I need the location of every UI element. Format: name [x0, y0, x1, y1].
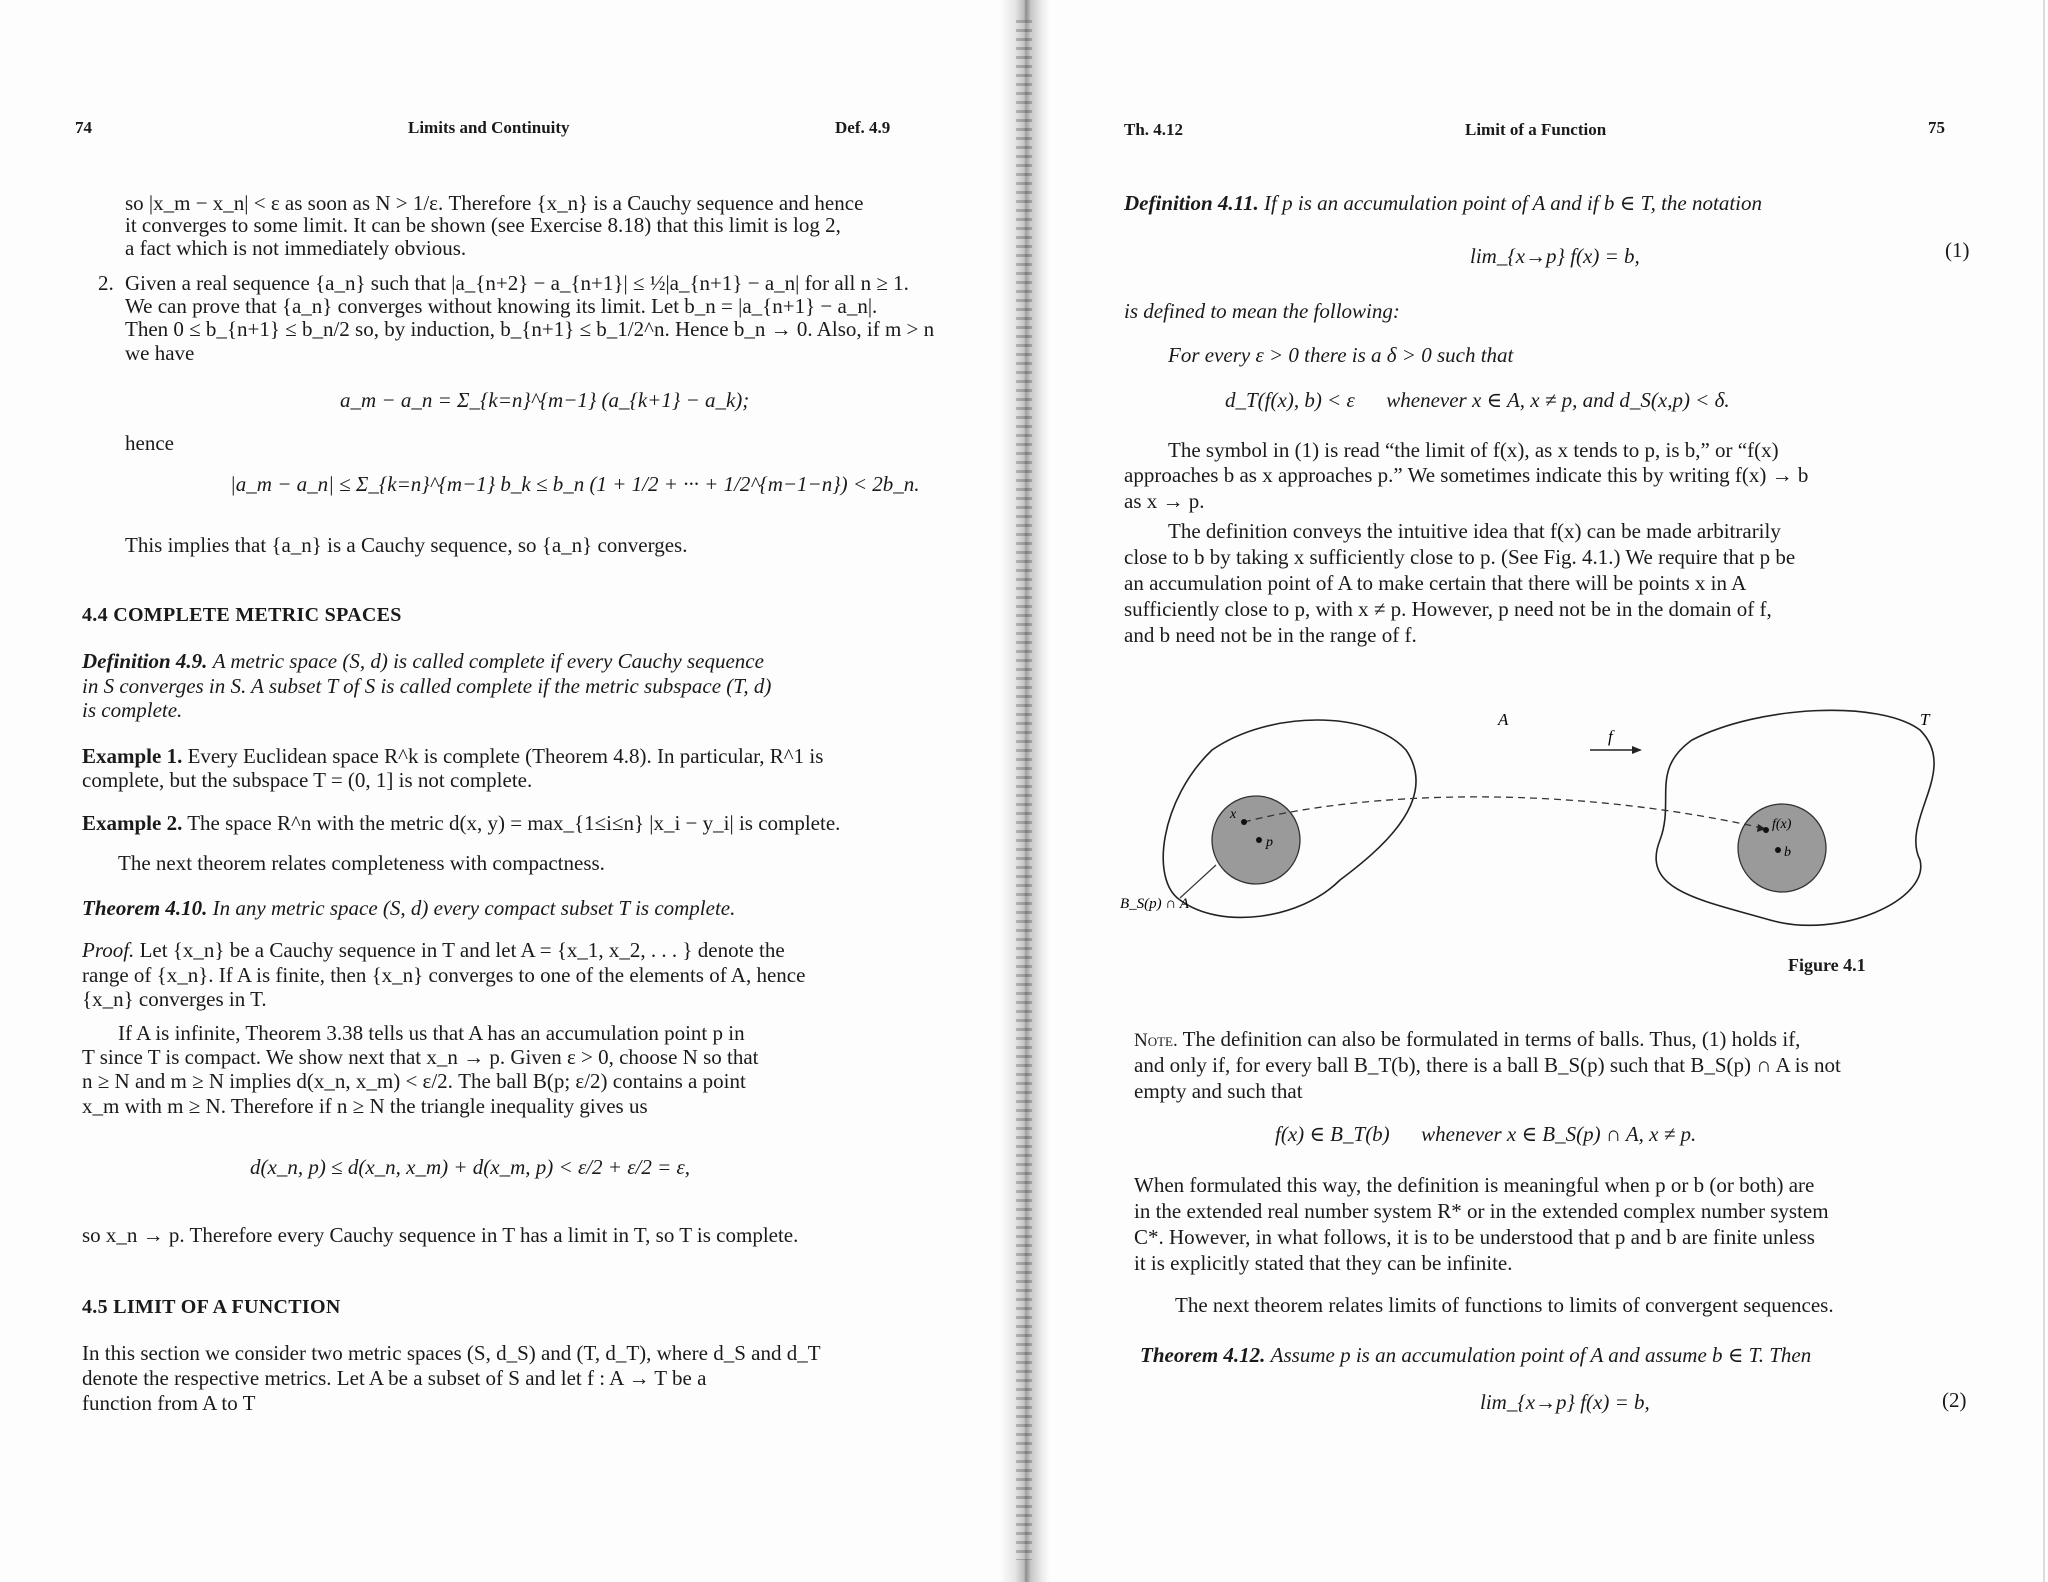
paragraph-line: it is explicitly stated that they can be infinite. — [1134, 1251, 1513, 1275]
definition-text: If p is an accumulation point of A and if b ∈ T, the notation — [1264, 191, 1762, 215]
right-page — [1050, 0, 2048, 1582]
example-label: Example 1. — [82, 744, 183, 768]
example-text: Every Euclidean space R^k is complete (Theorem 4.8). In particular, R^1 is — [187, 744, 824, 768]
equation-number: (1) — [1945, 238, 1970, 262]
note-text: The definition can also be formulated in terms of balls. Thus, (1) holds if, — [1182, 1027, 1801, 1051]
definition-line: is complete. — [82, 698, 183, 722]
equation-telescoping: a_m − a_n = Σ_{k=n}^{m−1} (a_{k+1} − a_k); — [340, 388, 750, 412]
proof-text: Let {x_n} be a Cauchy sequence in T and let A = {x_1, x_2, . . . } denote the — [139, 938, 785, 962]
paragraph-line: and b need not be in the range of f. — [1124, 623, 1417, 647]
running-section: Th. 4.12 — [1124, 120, 1184, 139]
intro-line: so |x_m − x_n| < ε as soon as N > 1/ε. Therefore {x_n} is a Cauchy sequence and hence — [125, 191, 864, 215]
point-fx — [1763, 827, 1769, 833]
arrowhead-icon — [1632, 746, 1642, 754]
next-theorem-line: The next theorem relates limits of functions to limits of convergent sequences. — [1175, 1293, 1834, 1317]
proof-line: n ≥ N and m ≥ N implies d(x_n, x_m) < ε/2. The ball B(p; ε/2) contains a point — [82, 1069, 746, 1093]
label-fx: f(x) — [1772, 817, 1792, 832]
defined-line: is defined to mean the following: — [1124, 299, 1400, 323]
label-f: f — [1608, 727, 1613, 746]
label-ball: B_S(p) ∩ A — [1120, 896, 1189, 912]
section-line: function from A to T — [82, 1391, 256, 1415]
paragraph-line: an accumulation point of A to make certain that there will be points x in A — [1124, 571, 1747, 595]
paragraph-line: C*. However, in what follows, it is to be understood that p and b are finite unless — [1134, 1225, 1815, 1249]
label-set-t: T — [1920, 710, 1930, 729]
definition-line: in S converges in S. A subset T of S is called complete if the metric subspace (T, d) — [82, 674, 772, 698]
example-1 — [82, 743, 823, 770]
item2-line: We can prove that {a_n} converges without knowing its limit. Let b_n = |a_{n+1} − a_n|. — [125, 294, 878, 318]
paragraph-line: close to b by taking x sufficiently close to p. (See Fig. 4.1.) We require that p be — [1124, 545, 1796, 569]
note-line: empty and such that — [1134, 1079, 1303, 1103]
theorem-label: Theorem 4.12. — [1140, 1343, 1266, 1367]
proof-line: If A is infinite, Theorem 3.38 tells us that A has an accumulation point p in — [118, 1021, 745, 1045]
equation-limit: lim_{x→p} f(x) = b, — [1480, 1390, 1650, 1414]
definition-label: Definition 4.9. — [82, 649, 208, 673]
running-title: Limit of a Function — [1465, 120, 1607, 139]
proof-line: x_m with m ≥ N. Therefore if n ≥ N the triangle inequality gives us — [82, 1094, 648, 1118]
note-label: Note. — [1134, 1030, 1178, 1051]
definition-label: Definition 4.11. — [1124, 191, 1259, 215]
paragraph-line: sufficiently close to p, with x ≠ p. However, p need not be in the domain of f, — [1124, 597, 1772, 621]
paragraph-line: approaches b as x approaches p.” We sometimes indicate this by writing f(x) → b — [1124, 463, 1809, 487]
example-line: complete, but the subspace T = (0, 1] is not complete. — [82, 768, 533, 792]
note-line: and only if, for every ball B_T(b), there is a ball B_S(p) such that B_S(p) ∩ A is not — [1134, 1053, 1841, 1077]
equation-bound: |a_m − a_n| ≤ Σ_{k=n}^{m−1} b_k ≤ b_n (1 + 1/2 + ··· + 1/2^{m−1−n}) < 2b_n. — [230, 472, 920, 496]
paragraph-line: in the extended real number system R* or in the extended complex number system — [1134, 1199, 1829, 1223]
equation-triangle: d(x_n, p) ≤ d(x_n, x_m) + d(x_m, p) < ε/2 + ε/2 = ε, — [250, 1155, 691, 1179]
section-line: In this section we consider two metric spaces (S, d_S) and (T, d_T), where d_S and d_T — [82, 1341, 821, 1365]
running-section: Def. 4.9 — [835, 118, 891, 137]
label-x: x — [1230, 807, 1237, 822]
theorem-text: In any metric space (S, d) every compact subset T is complete. — [212, 896, 736, 920]
point-b — [1775, 847, 1781, 853]
epsilon-delta-line: For every ε > 0 there is a δ > 0 such that — [1168, 343, 1514, 367]
figure-caption: Figure 4.1 — [1788, 955, 1866, 975]
proof-label: Proof. — [82, 938, 135, 962]
paragraph-line: as x → p. — [1124, 489, 1205, 513]
gutter-shadow — [1016, 20, 1032, 1560]
dashed-mapping-curve — [1244, 797, 1762, 828]
point-x — [1241, 819, 1247, 825]
example-2 — [82, 810, 840, 837]
paragraph-line: The definition conveys the intuitive idea that f(x) can be made arbitrarily — [1168, 519, 1781, 543]
note-paragraph — [1134, 1026, 1800, 1054]
intro-line: it converges to some limit. It can be shown (see Exercise 8.18) that this limit is log 2, — [125, 213, 841, 237]
label-b: b — [1784, 845, 1791, 860]
proof-paragraph — [82, 937, 785, 964]
example-label: Example 2. — [82, 811, 183, 835]
point-p — [1256, 837, 1262, 843]
theorem-4-10 — [82, 895, 735, 922]
item2-line: we have — [125, 341, 195, 365]
item2-line: Then 0 ≤ b_{n+1} ≤ b_n/2 so, by induction, b_{n+1} ≤ b_1/2^n. Hence b_n → 0. Also, if m > n — [125, 317, 935, 341]
paragraph-line: The symbol in (1) is read “the limit of f(x), as x tends to p, is b,” or “f(x) — [1168, 438, 1779, 462]
equation-balls: f(x) ∈ B_T(b) whenever x ∈ B_S(p) ∩ A, x ≠ p. — [1275, 1122, 1697, 1146]
theorem-4-12 — [1140, 1342, 1811, 1369]
theorem-text: Assume p is an accumulation point of A and assume b ∈ T. Then — [1270, 1343, 1812, 1367]
item2-line: Given a real sequence {a_n} such that |a_{n+2} − a_{n+1}| ≤ ½|a_{n+1} − a_n| for all n ≥ 1. — [125, 271, 909, 295]
label-pointer — [1180, 865, 1216, 898]
example-text: The space R^n with the metric d(x, y) = max_{1≤i≤n} |x_i − y_i| is complete. — [187, 811, 841, 835]
item-number: 2. — [98, 271, 114, 295]
proof-line: range of {x_n}. If A is finite, then {x_n} converges to one of the elements of A, hence — [82, 963, 806, 987]
conclusion-line: so x_n → p. Therefore every Cauchy sequence in T has a limit in T, so T is complete. — [82, 1223, 799, 1247]
definition-4-11 — [1124, 190, 1762, 217]
hence-word: hence — [125, 431, 174, 455]
label-set-a: A — [1498, 710, 1509, 729]
implies-line: This implies that {a_n} is a Cauchy sequence, so {a_n} converges. — [125, 533, 688, 557]
section-heading-4-5: 4.5 LIMIT OF A FUNCTION — [82, 1296, 341, 1318]
section-line: denote the respective metrics. Let A be a subset of S and let f : A → T be a — [82, 1366, 707, 1390]
page-number: 74 — [75, 118, 92, 137]
section-heading-4-4: 4.4 COMPLETE METRIC SPACES — [82, 604, 402, 626]
book-gutter — [1000, 0, 1050, 1582]
proof-line: T since T is compact. We show next that x_n → p. Given ε > 0, choose N so that — [82, 1045, 759, 1069]
running-title: Limits and Continuity — [408, 118, 570, 137]
equation-number: (2) — [1942, 1388, 1967, 1412]
equation-limit: lim_{x→p} f(x) = b, — [1470, 244, 1640, 268]
paragraph-line: When formulated this way, the definition is meaningful when p or b (or both) are — [1134, 1173, 1815, 1197]
intro-line: a fact which is not immediately obvious. — [125, 236, 467, 260]
figure-4-1 — [1120, 690, 2020, 940]
theorem-label: Theorem 4.10. — [82, 896, 208, 920]
proof-line: {x_n} converges in T. — [82, 987, 267, 1011]
epsilon-delta-condition: d_T(f(x), b) < ε whenever x ∈ A, x ≠ p, and d_S(x,p) < δ. — [1225, 388, 1730, 412]
label-p: p — [1266, 835, 1273, 850]
next-theorem-line: The next theorem relates completeness with compactness. — [118, 851, 605, 875]
definition-text: A metric space (S, d) is called complete if every Cauchy sequence — [212, 649, 764, 673]
left-page — [0, 0, 1000, 1582]
definition-4-9 — [82, 648, 764, 675]
page-number: 75 — [1928, 118, 1945, 137]
